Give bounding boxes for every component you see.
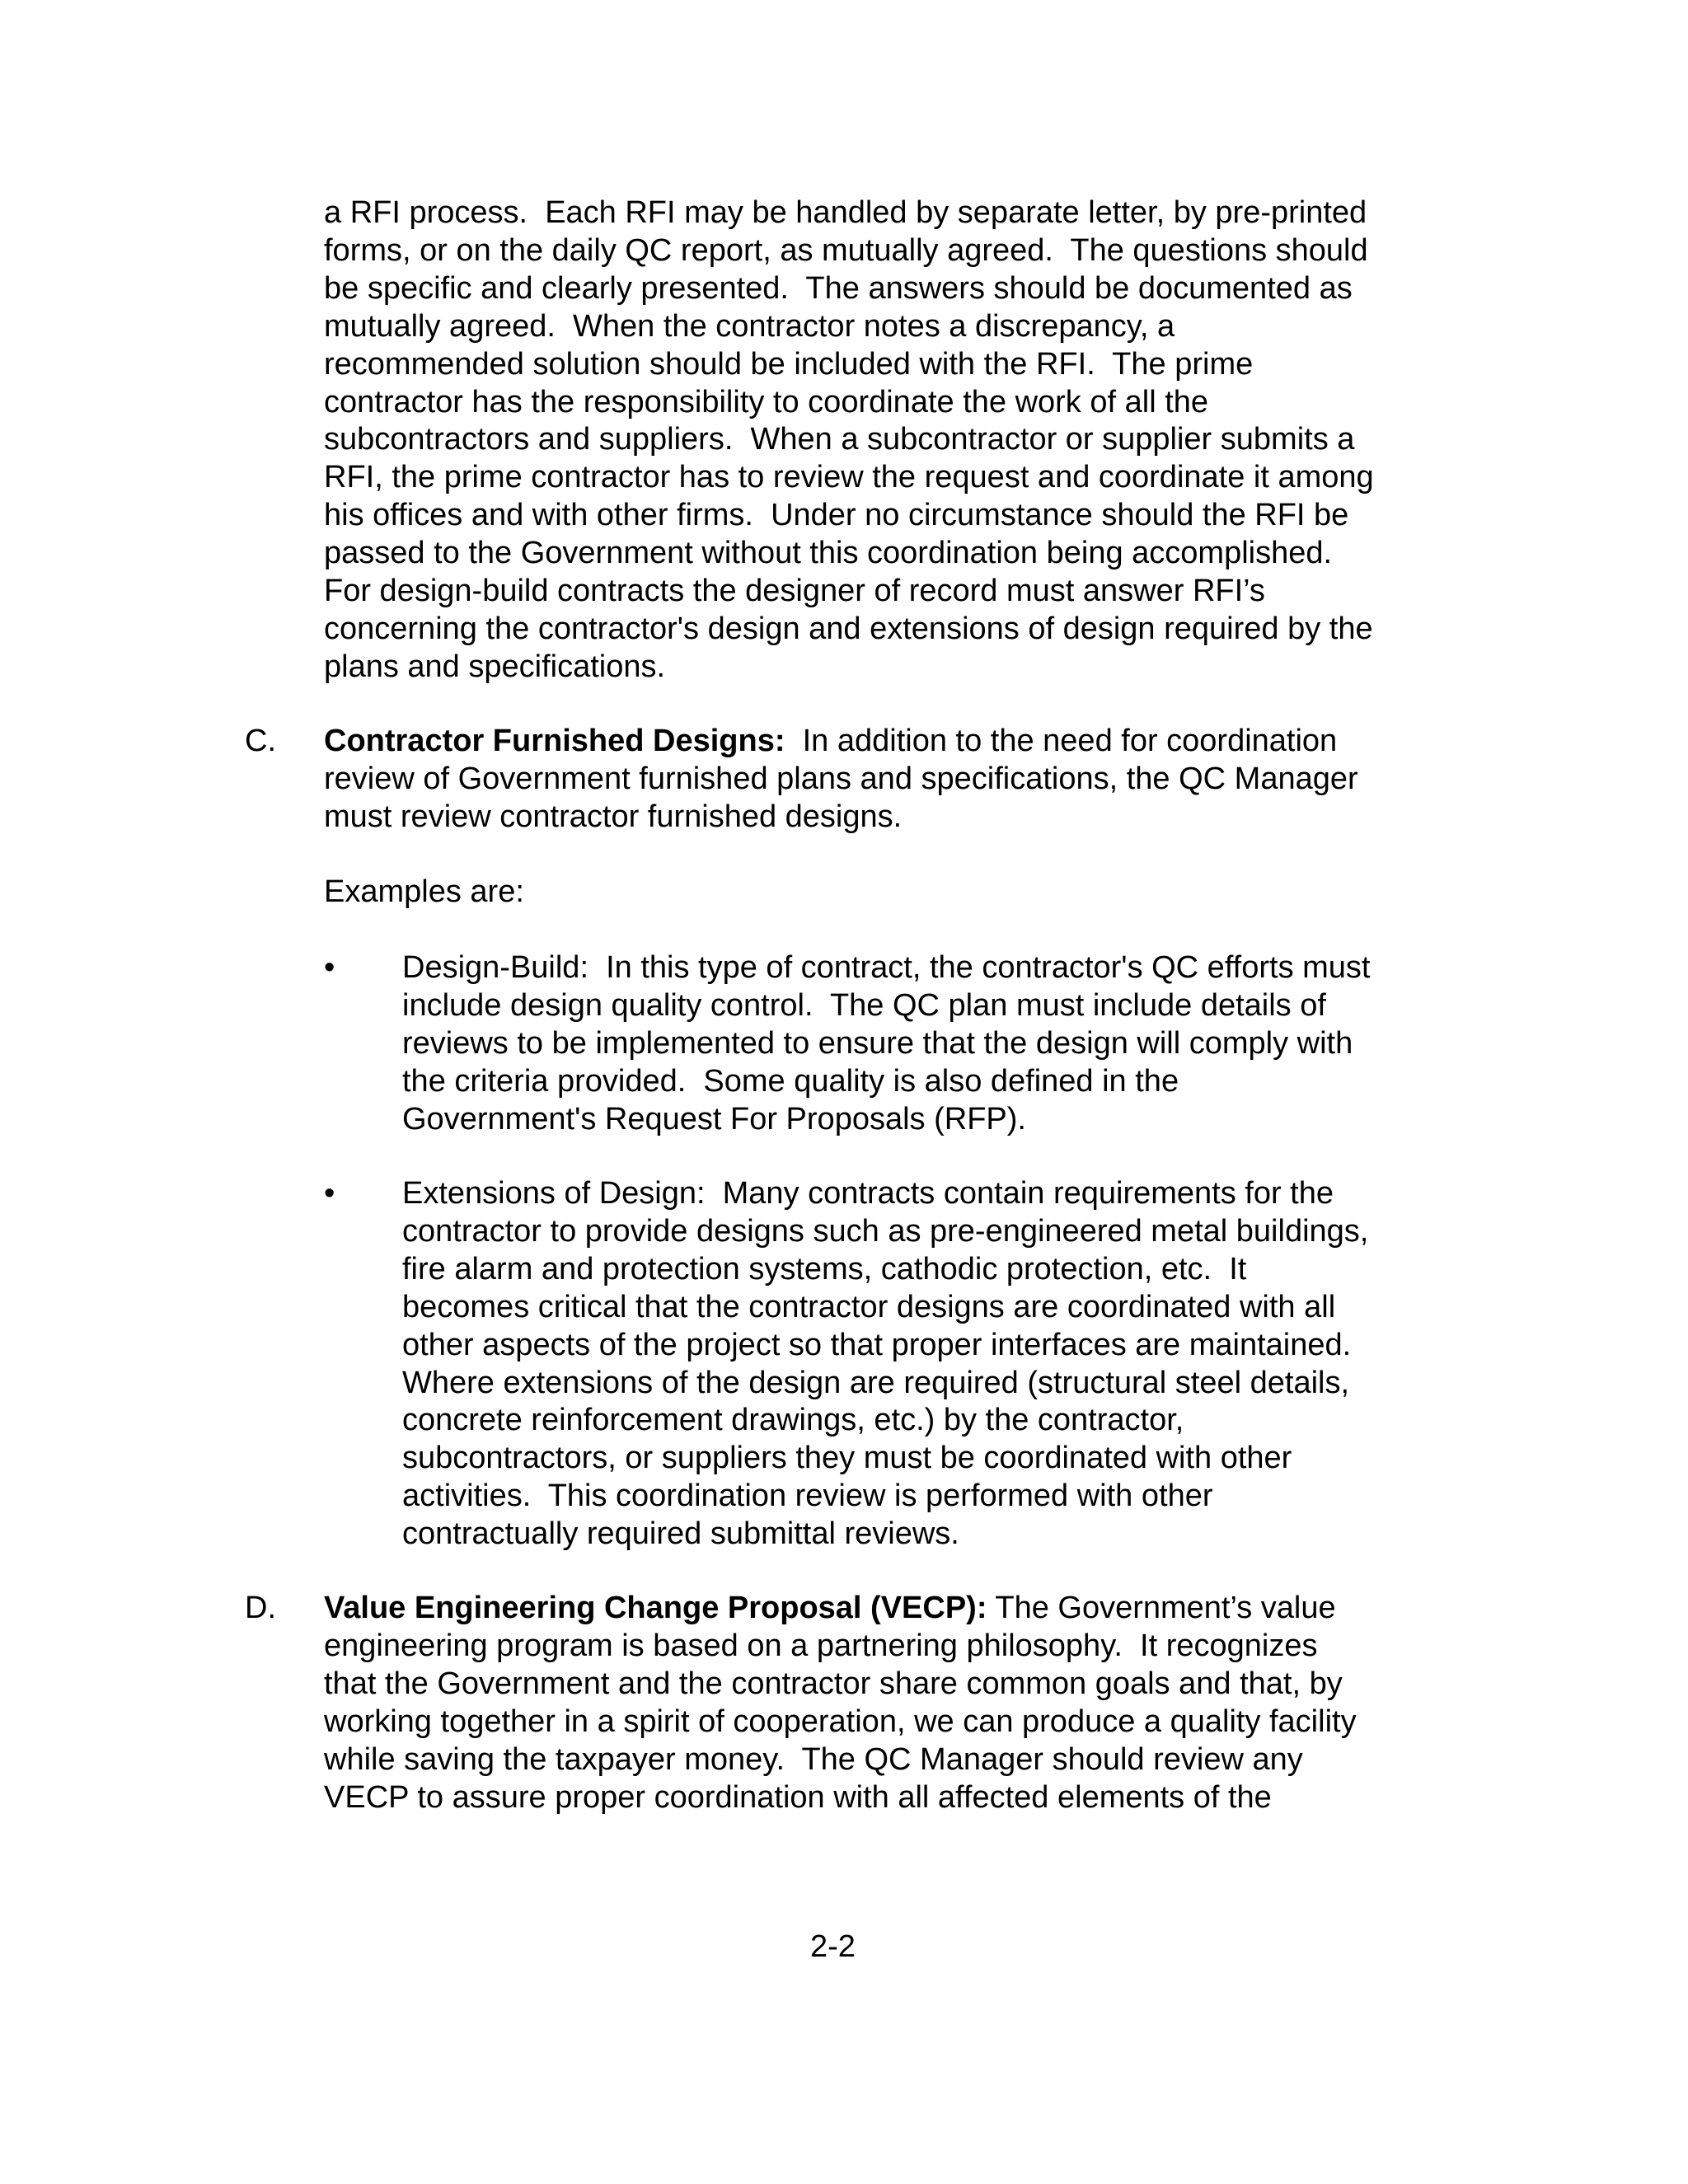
section-d-heading: Value Engineering Change Proposal (VECP): (324, 1591, 987, 1625)
text-line: VECP to assure proper coordination with all affected elements of the (324, 1779, 1272, 1815)
section-d-paragraph (324, 1590, 1357, 1816)
text-line: Extensions of Design: Many contracts contain requirements for the (402, 1176, 1334, 1211)
section-c-first-line-text: In addition to the need for coordination (785, 724, 1338, 758)
text-line: must review contractor furnished designs. (324, 799, 903, 834)
text-line: be specific and clearly presented. The answers should be documented as (324, 270, 1353, 306)
text-line: Government's Request For Proposals (RFP). (402, 1101, 1026, 1137)
text-line: contractually required submittal reviews. (402, 1516, 959, 1552)
text-line: include design quality control. The QC plan must include details of (402, 987, 1326, 1023)
text-line: engineering program is based on a partnering philosophy. It recognizes (324, 1628, 1318, 1663)
text-line: his offices and with other firms. Under no circumstance should the RFI be (324, 498, 1349, 533)
bullet-design-build (402, 949, 1371, 1139)
text-line: recommended solution should be included with the RFI. The prime (324, 346, 1254, 382)
examples-label (324, 874, 524, 912)
section-c-first-line (324, 723, 1358, 761)
text-line: a RFI process. Each RFI may be handled by separate letter, by pre-printed (324, 195, 1367, 230)
text-line: For design-build contracts the designer of record must answer RFI’s (324, 574, 1265, 609)
intro-paragraph (324, 194, 1374, 687)
text-line: RFI, the prime contractor has to review the request and coordinate it among (324, 460, 1374, 495)
section-d-first-line-text: The Government’s value (987, 1591, 1336, 1625)
text-line: the criteria provided. Some quality is also defined in the (402, 1063, 1179, 1099)
text-line: review of Government furnished plans and specifications, the QC Manager (324, 761, 1358, 796)
text-line: concerning the contractor's design and extensions of design required by the (324, 611, 1373, 646)
text-line: concrete reinforcement drawings, etc.) by the contractor, (402, 1403, 1184, 1438)
section-d-first-line (324, 1590, 1357, 1628)
examples-label-text: Examples are: (324, 874, 524, 909)
section-c-marker: C. (245, 724, 276, 758)
text-line: plans and specifications. (324, 649, 666, 684)
text-line: contractor has the responsibility to coordinate the work of all the (324, 384, 1209, 419)
text-line: contractor to provide designs such as pre-engineered metal buildings, (402, 1213, 1369, 1249)
section-d-marker: D. (245, 1591, 276, 1625)
text-line: activities. This coordination review is performed with other (402, 1479, 1213, 1514)
text-line: reviews to be implemented to ensure that the design will comply with (402, 1025, 1353, 1061)
bullet-marker: • (324, 1176, 335, 1211)
text-line: working together in a spirit of cooperation, we can produce a quality facility (324, 1704, 1357, 1739)
text-line: subcontractors, or suppliers they must be coordinated with other (402, 1441, 1292, 1476)
text-line: mutually agreed. When the contractor notes a discrepancy, a (324, 308, 1175, 344)
section-c-heading: Contractor Furnished Designs: (324, 724, 785, 758)
text-line: becomes critical that the contractor designs are coordinated with all (402, 1289, 1336, 1324)
text-line: passed to the Government without this coordination being accomplished. (324, 536, 1333, 571)
text-line: forms, or on the daily QC report, as mutually agreed. The questions should (324, 232, 1368, 268)
text-line: while saving the taxpayer money. The QC Manager should review any (324, 1741, 1303, 1777)
page-number: 2-2 (810, 1929, 856, 1964)
text-line: Design-Build: In this type of contract, the contractor's QC efforts must (402, 950, 1371, 985)
bullet-extensions-of-design (402, 1175, 1368, 1554)
text-line: subcontractors and suppliers. When a subcontractor or supplier submits a (324, 422, 1355, 457)
section-c-paragraph (324, 723, 1358, 837)
bullet-marker: • (324, 950, 335, 985)
text-line: fire alarm and protection systems, cathodic protection, etc. It (402, 1251, 1247, 1286)
text-line: other aspects of the project so that proper interfaces are maintained. (402, 1327, 1352, 1362)
text-line: that the Government and the contractor share common goals and that, by (324, 1666, 1343, 1701)
text-line: Where extensions of the design are required (structural steel details, (402, 1365, 1350, 1400)
